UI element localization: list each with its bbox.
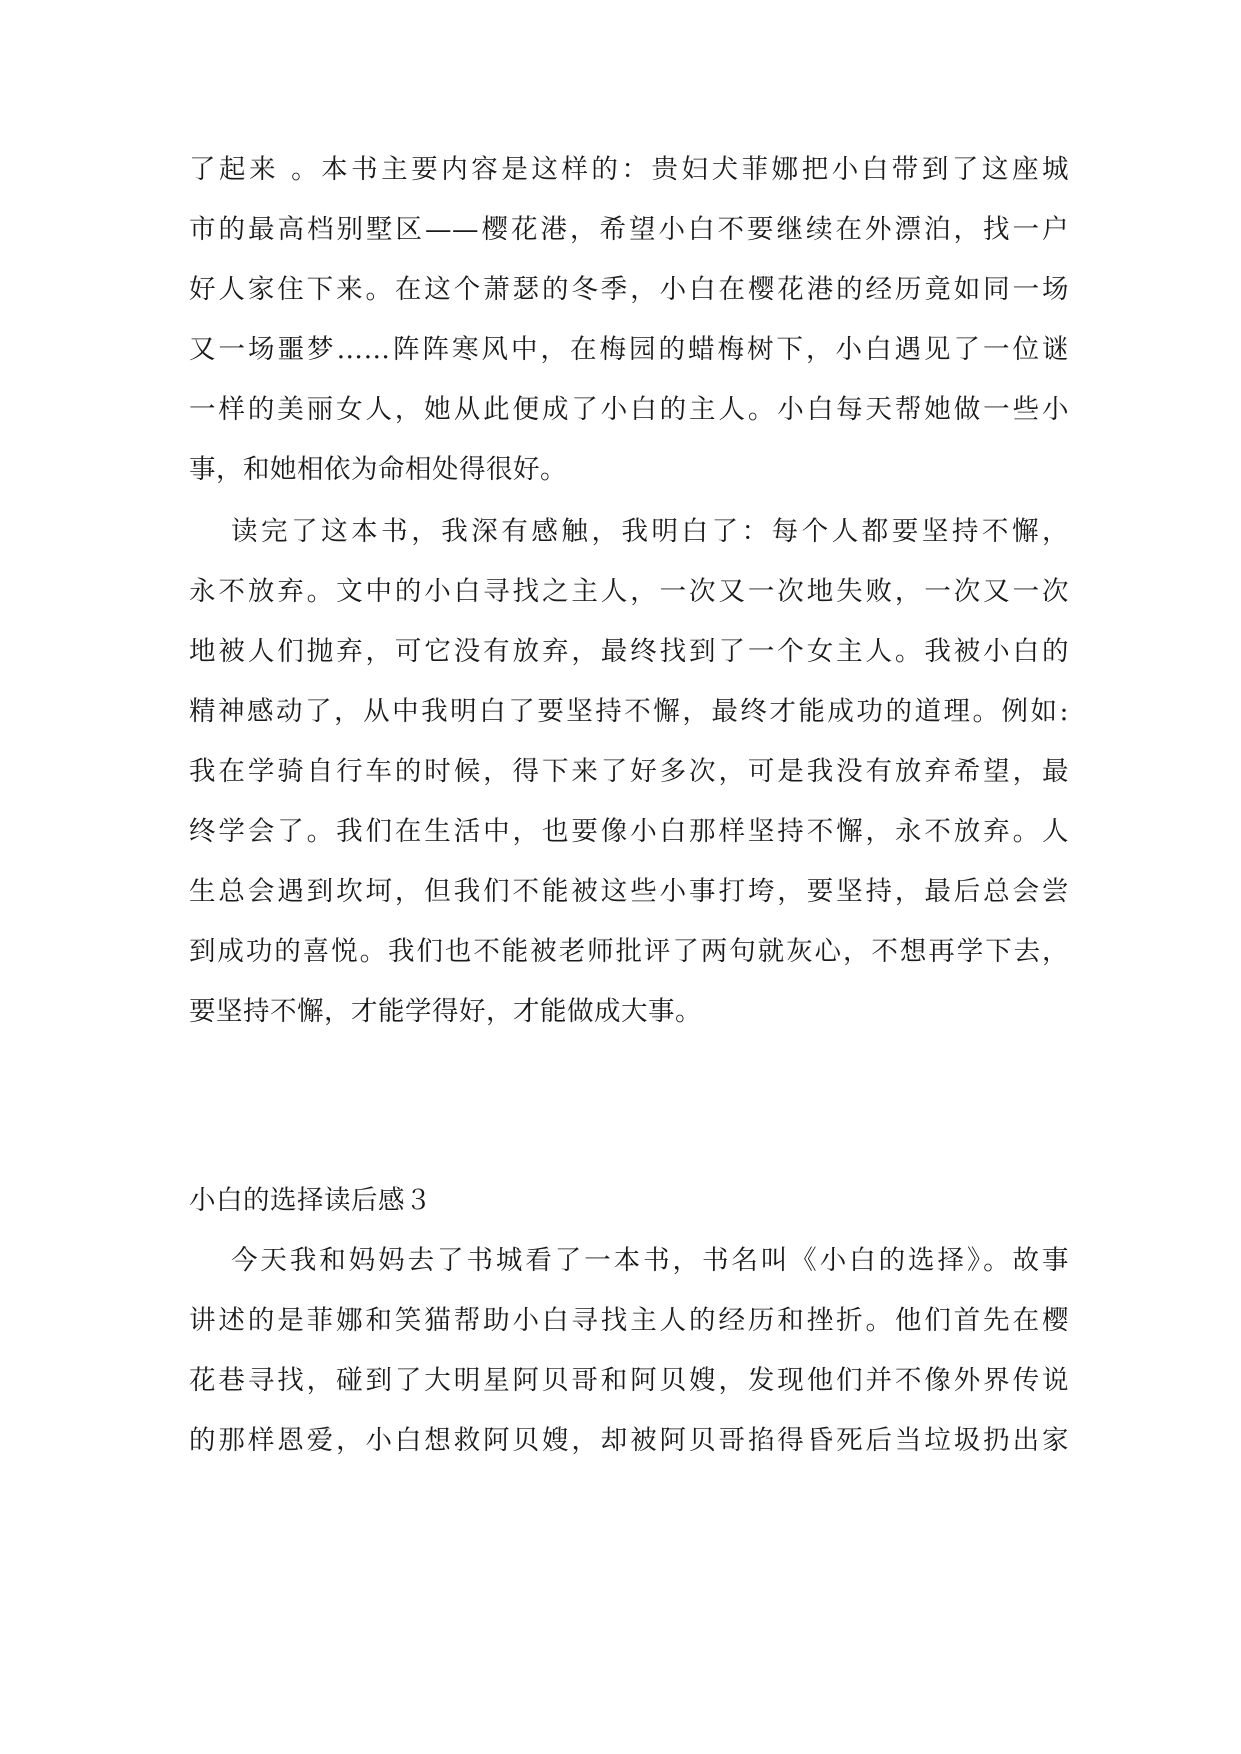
paragraph-2-line: 读完了这本书，我深有感触，我明白了：每个人都要坚持不懈， — [231, 516, 1069, 547]
section-3-line: 花巷寻找，碰到了大明星阿贝哥和阿贝嫂，发现他们并不像外界传说 — [189, 1365, 1069, 1396]
paragraph-2-line: 生总会遇到坎坷，但我们不能被这些小事打垮，要坚持，最后总会尝 — [189, 876, 1069, 907]
paragraph-2-line: 终学会了。我们在生活中，也要像小白那样坚持不懈，永不放弃。人 — [189, 816, 1069, 847]
paragraph-2-line: 地被人们抛弃，可它没有放弃，最终找到了一个女主人。我被小白的 — [189, 636, 1069, 667]
paragraph-2-line: 到成功的喜悦。我们也不能被老师批评了两句就灰心，不想再学下去， — [189, 936, 1069, 967]
section-heading: 小白的选择读后感３ — [189, 1185, 432, 1216]
paragraph-2-line: 精神感动了，从中我明白了要坚持不懈，最终才能成功的道理。例如: — [189, 696, 1069, 727]
paragraph-1-line: 一样的美丽女人，她从此便成了小白的主人。小白每天帮她做一些小 — [189, 394, 1069, 425]
paragraph-1-line: 事，和她相依为命相处得很好。 — [189, 454, 567, 485]
paragraph-1-line: 市的最高档别墅区——樱花港，希望小白不要继续在外漂泊，找一户 — [189, 214, 1069, 245]
section-3-line: 讲述的是菲娜和笑猫帮助小白寻找主人的经历和挫折。他们首先在樱 — [189, 1305, 1069, 1336]
paragraph-2-line: 我在学骑自行车的时候，得下来了好多次，可是我没有放弃希望，最 — [189, 756, 1069, 787]
section-3-line: 的那样恩爱，小白想救阿贝嫂，却被阿贝哥掐得昏死后当垃圾扔出家 — [189, 1425, 1069, 1456]
paragraph-1-line: 又一场噩梦……阵阵寒风中，在梅园的蜡梅树下，小白遇见了一位谜 — [189, 334, 1069, 365]
paragraph-1-line: 了起来 。本书主要内容是这样的：贵妇犬菲娜把小白带到了这座城 — [189, 154, 1069, 185]
paragraph-2-line: 要坚持不懈，才能学得好，才能做成大事。 — [189, 996, 702, 1027]
paragraph-1-line: 好人家住下来。在这个萧瑟的冬季，小白在樱花港的经历竟如同一场 — [189, 274, 1069, 305]
section-3-line: 今天我和妈妈去了书城看了一本书，书名叫《小白的选择》。故事 — [231, 1245, 1069, 1276]
paragraph-2-line: 永不放弃。文中的小白寻找之主人，一次又一次地失败，一次又一次 — [189, 576, 1069, 607]
